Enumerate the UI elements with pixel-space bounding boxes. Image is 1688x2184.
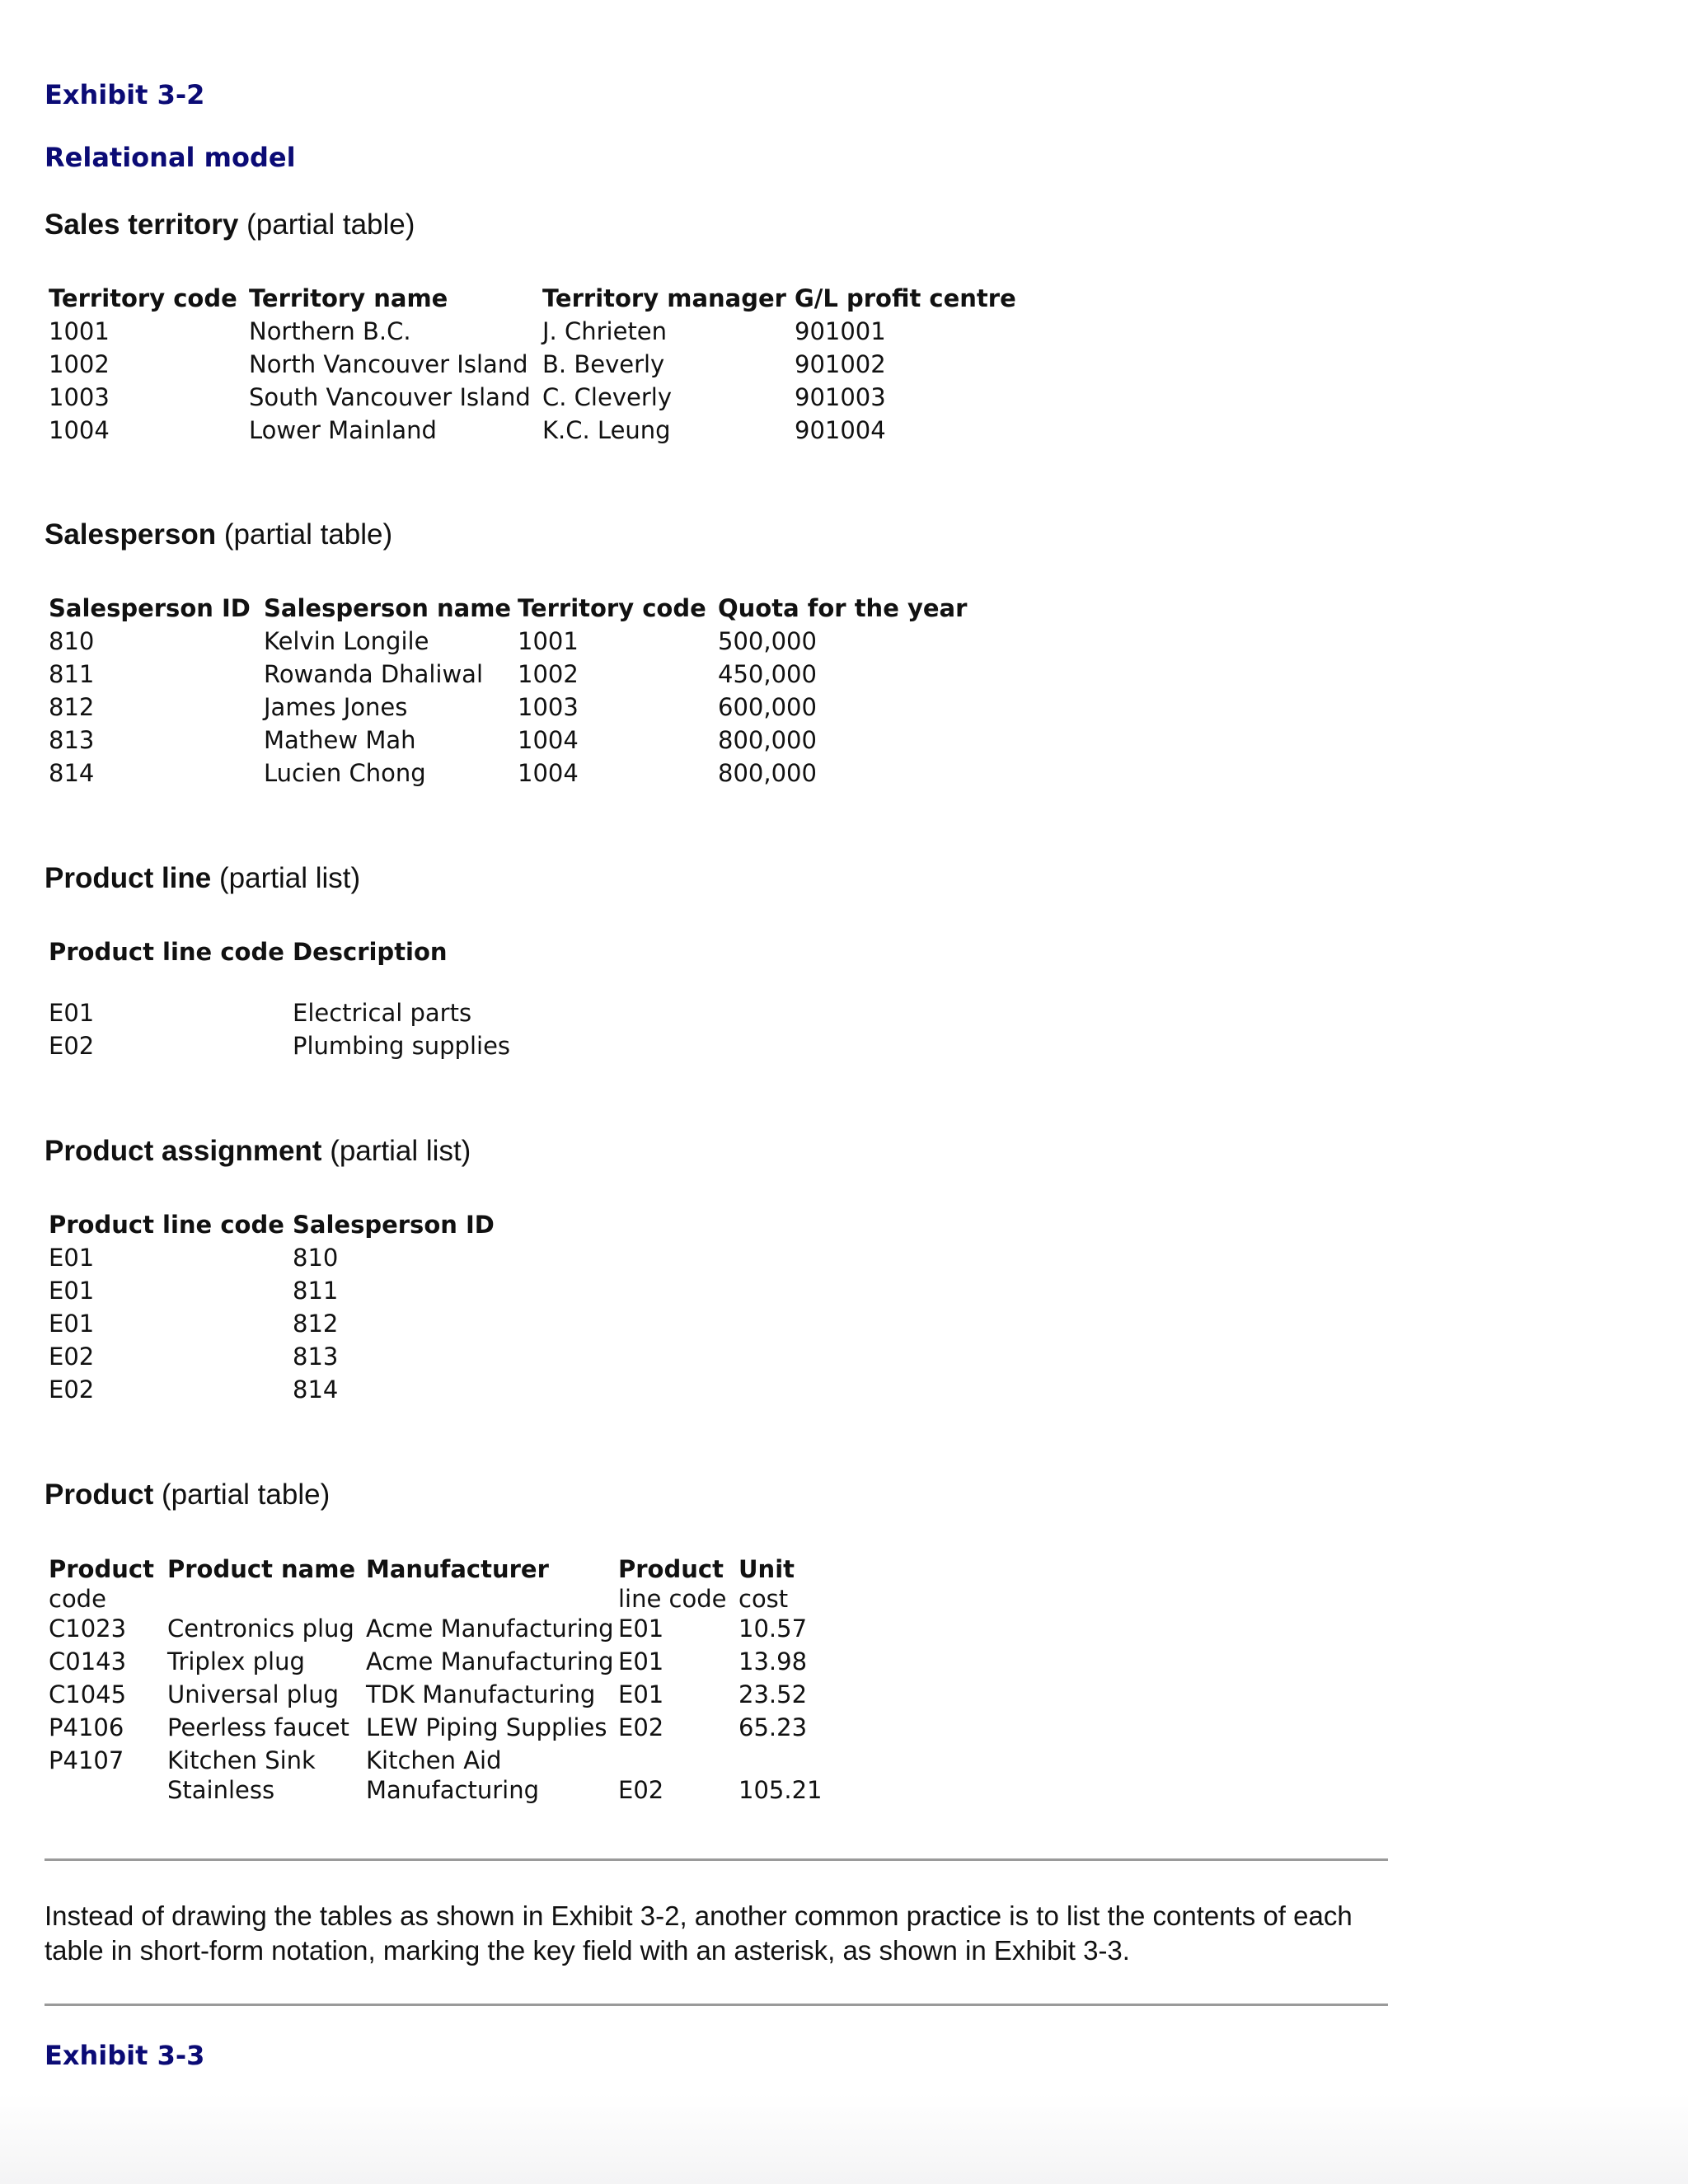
table-cell: E01 [618, 1680, 664, 1708]
table-row [45, 315, 1038, 348]
table-row [45, 1373, 536, 1406]
table-cell: E01 [49, 1277, 95, 1305]
table-cell: Triplex plug [167, 1647, 305, 1675]
table-cell: E02 [49, 1032, 95, 1060]
table-cell: 10.57 [738, 1615, 808, 1643]
product-table-wrap [45, 1554, 858, 1805]
spacer-row [45, 968, 536, 996]
column-header: Product [618, 1555, 724, 1583]
table-row [45, 381, 1038, 414]
table-header-row [45, 1554, 858, 1584]
table-cell: Northern B.C. [249, 317, 411, 345]
table-cell: 810 [49, 627, 95, 655]
table-cell: 1004 [49, 416, 110, 444]
table-cell: J. Chrieten [542, 317, 668, 345]
table-row [45, 1614, 858, 1647]
table-row [45, 1340, 536, 1373]
table-cell [362, 1746, 614, 1805]
table-cell: 811 [293, 1277, 339, 1305]
product-assignment-table [45, 1208, 536, 1406]
table-cell: C0143 [49, 1647, 127, 1675]
table-row [45, 1713, 858, 1746]
column-header: Salesperson ID [293, 1211, 495, 1239]
table-cell: C1023 [49, 1615, 127, 1643]
table-cell: 811 [49, 660, 95, 688]
table-cell: Rowanda Dhaliwal [264, 660, 483, 688]
cell-line: Stainless [167, 1776, 275, 1804]
section-note: (partial table) [246, 209, 415, 241]
table-row [45, 1647, 858, 1680]
section-name: Sales territory [45, 209, 239, 241]
column-subheader: code [49, 1585, 106, 1613]
table-row [45, 691, 969, 724]
column-header: Territory code [49, 284, 237, 312]
table-cell: E02 [618, 1776, 664, 1804]
table-cell: North Vancouver Island [249, 350, 528, 378]
table-row [45, 757, 969, 790]
column-header: Product line code [49, 938, 284, 966]
table-cell: 812 [293, 1310, 339, 1338]
table-cell: 1002 [49, 350, 110, 378]
table-cell: 1003 [518, 693, 579, 721]
column-header: Unit [738, 1555, 795, 1583]
table-cell: E02 [618, 1713, 664, 1741]
column-header: Description [293, 938, 448, 966]
table-cell: P4106 [49, 1713, 124, 1741]
column-header: Product line code [49, 1211, 284, 1239]
table-cell: E01 [49, 1244, 95, 1272]
table-cell: 901004 [795, 416, 886, 444]
body-paragraph: Instead of drawing the tables as shown in Exhibit 3-2, another common practice is to list the contents of each table in short-form notation, marking the key field with an asterisk, as shown in Exhibit 3-3. [45, 1900, 1353, 1966]
table-header-row [45, 935, 536, 968]
table-cell: 1002 [518, 660, 579, 688]
table-row [45, 724, 969, 757]
table-cell: E01 [49, 999, 95, 1027]
table-cell: E01 [618, 1615, 664, 1643]
table-cell: C1045 [49, 1680, 127, 1708]
cell-line: Kitchen Sink [167, 1746, 316, 1774]
table-cell: TDK Manufacturing [366, 1680, 596, 1708]
table-cell: 800,000 [718, 726, 817, 754]
table-cell: 814 [293, 1376, 339, 1404]
product-table [45, 1554, 858, 1805]
table-cell: P4107 [49, 1746, 124, 1774]
table-cell: Lower Mainland [249, 416, 437, 444]
exhibit-3-2-block [45, 79, 204, 110]
exhibit-title: Exhibit 3-3 [45, 2040, 205, 2071]
column-header: Salesperson ID [49, 594, 251, 622]
table-cell: 450,000 [718, 660, 817, 688]
section-name: Product assignment [45, 1135, 322, 1167]
sales-territory-table [45, 282, 1038, 447]
table-cell: South Vancouver Island [249, 383, 531, 411]
table-cell: 901002 [795, 350, 886, 378]
table-cell: E02 [49, 1343, 95, 1371]
table-cell: Mathew Mah [264, 726, 416, 754]
column-header: Territory code [518, 594, 706, 622]
salesperson-table-wrap [45, 592, 969, 790]
table-cell: 23.52 [738, 1680, 808, 1708]
table-cell: C. Cleverly [542, 383, 672, 411]
table-cell: 812 [49, 693, 95, 721]
table-cell: 813 [293, 1343, 339, 1371]
relational-model-block [45, 142, 296, 173]
table-cell [163, 1746, 362, 1805]
table-row [45, 1746, 858, 1805]
salesperson-heading [45, 518, 392, 551]
table-cell: James Jones [264, 693, 408, 721]
table-row [45, 1274, 536, 1307]
table-cell: 813 [49, 726, 95, 754]
horizontal-rule [45, 2004, 1388, 2006]
exhibit-3-3-block [45, 2040, 204, 2071]
table-cell: Plumbing supplies [293, 1032, 511, 1060]
product-assignment-table-wrap [45, 1208, 536, 1406]
table-cell: E02 [49, 1376, 95, 1404]
table-row [45, 348, 1038, 381]
table-subheader-row [45, 1584, 858, 1614]
section-note: (partial list) [218, 862, 361, 894]
column-subheader: line code [618, 1585, 727, 1613]
cell-line: Kitchen Aid [366, 1746, 502, 1774]
sales-territory-heading [45, 209, 415, 241]
product-line-table-wrap [45, 935, 536, 1062]
column-header: Product [49, 1555, 154, 1583]
column-subheader [362, 1584, 614, 1614]
table-cell: 500,000 [718, 627, 817, 655]
section-name: Product [45, 1479, 154, 1511]
section-name: Product line [45, 862, 212, 894]
table-row [45, 414, 1038, 447]
product-line-heading [45, 862, 360, 895]
section-note: (partial table) [161, 1479, 331, 1511]
table-cell: 800,000 [718, 759, 817, 787]
table-row [45, 658, 969, 691]
column-header: Territory name [249, 284, 448, 312]
table-cell: 600,000 [718, 693, 817, 721]
column-header: Manufacturer [366, 1555, 549, 1583]
sales-territory-table-wrap [45, 282, 1038, 447]
table-cell: Peerless faucet [167, 1713, 349, 1741]
table-cell: Acme Manufacturing [366, 1615, 614, 1643]
table-cell: 1001 [518, 627, 579, 655]
table-cell: E01 [618, 1647, 664, 1675]
table-cell: Universal plug [167, 1680, 339, 1708]
section-name: Salesperson [45, 518, 217, 551]
table-cell: 1001 [49, 317, 110, 345]
column-header: Product name [167, 1555, 356, 1583]
cell-line: Manufacturing [366, 1776, 539, 1804]
column-header: Territory manager [542, 284, 786, 312]
table-cell: 1004 [518, 759, 579, 787]
table-cell: Lucien Chong [264, 759, 426, 787]
table-cell: 810 [293, 1244, 339, 1272]
table-cell: Electrical parts [293, 999, 472, 1027]
table-cell: 814 [49, 759, 95, 787]
table-header-row [45, 592, 969, 625]
table-cell: LEW Piping Supplies [366, 1713, 607, 1741]
column-header: Salesperson name [264, 594, 512, 622]
column-subheader [163, 1584, 362, 1614]
product-heading [45, 1479, 330, 1511]
table-row [45, 1680, 858, 1713]
column-header: G/L profit centre [795, 284, 1016, 312]
product-assignment-heading [45, 1135, 471, 1168]
table-row [45, 996, 536, 1029]
exhibit-title: Exhibit 3-2 [45, 79, 205, 110]
table-row [45, 1241, 536, 1274]
table-cell: E01 [49, 1310, 95, 1338]
horizontal-rule [45, 1858, 1388, 1861]
table-row [45, 1029, 536, 1062]
table-cell: K.C. Leung [542, 416, 671, 444]
table-cell: 1004 [518, 726, 579, 754]
table-cell: Kelvin Longile [264, 627, 429, 655]
table-cell: 901003 [795, 383, 886, 411]
table-cell: 13.98 [738, 1647, 808, 1675]
table-cell: Centronics plug [167, 1615, 354, 1643]
table-row [45, 1307, 536, 1340]
table-cell: 901001 [795, 317, 886, 345]
product-line-table [45, 935, 536, 1062]
section-note: (partial list) [330, 1135, 471, 1167]
table-header-row [45, 1208, 536, 1241]
table-cell: 1003 [49, 383, 110, 411]
table-row [45, 625, 969, 658]
section-note: (partial table) [223, 518, 393, 551]
column-header: Quota for the year [718, 594, 968, 622]
table-cell: 65.23 [738, 1713, 808, 1741]
exhibit-subtitle: Relational model [45, 142, 296, 173]
column-subheader: cost [738, 1585, 789, 1613]
table-cell: 105.21 [738, 1776, 823, 1804]
salesperson-table [45, 592, 969, 790]
table-cell: Acme Manufacturing [366, 1647, 614, 1675]
table-cell: B. Beverly [542, 350, 665, 378]
table-header-row [45, 282, 1038, 315]
